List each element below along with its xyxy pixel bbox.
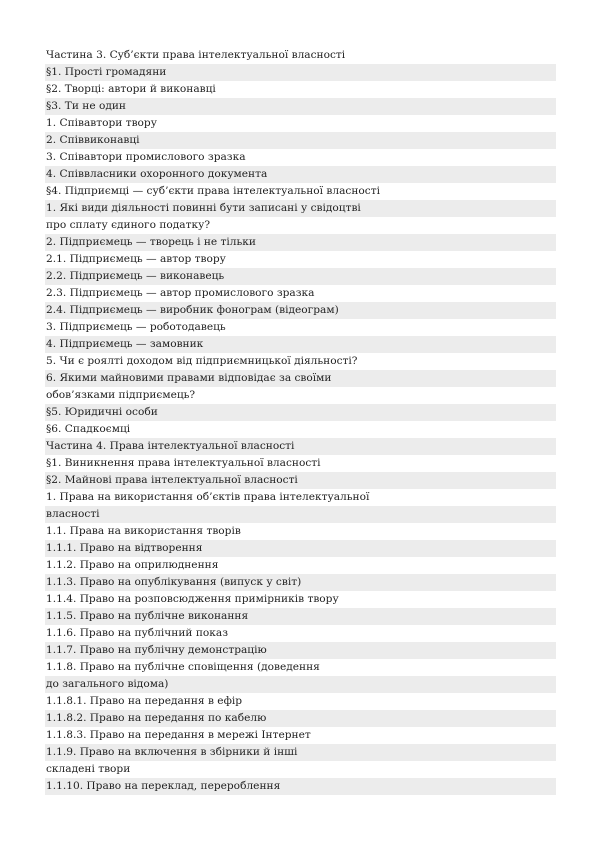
table-of-contents xyxy=(45,47,556,795)
toc-entry[interactable]: про сплату єдиного податку? xyxy=(46,219,211,231)
toc-entry[interactable]: 1. Права на використання об’єктів права інтелектуальної xyxy=(46,491,370,503)
toc-entry[interactable]: 2.1. Підприємець — автор твору xyxy=(46,253,226,265)
toc-entry[interactable]: 6. Якими майновими правами відповідає за своїми xyxy=(45,370,556,387)
toc-entry[interactable]: 1.1.8.2. Право на передання по кабелю xyxy=(45,710,556,727)
toc-entry[interactable]: 2.3. Підприємець — автор промислового зразка xyxy=(46,287,315,299)
toc-entry[interactable]: 1.1.8.3. Право на передання в мережі Інтернет xyxy=(46,729,311,741)
toc-entry[interactable]: 3. Співавтори промислового зразка xyxy=(46,151,246,163)
toc-entry[interactable]: §3. Ти не один xyxy=(45,98,556,115)
toc-entry[interactable]: 3. Підприємець — роботодавець xyxy=(46,321,226,333)
toc-entry[interactable]: 1.1. Права на використання творів xyxy=(46,525,241,537)
toc-entry[interactable]: §4. Підприємці — суб’єкти права інтелектуальної власності xyxy=(46,185,380,197)
toc-entry[interactable]: до загального відома) xyxy=(45,676,556,693)
toc-entry[interactable]: обов’язками підприємець? xyxy=(46,389,196,401)
toc-entry[interactable]: 1.1.2. Право на оприлюднення xyxy=(46,559,219,571)
toc-entry[interactable]: 1.1.9. Право на включення в збірники й інші xyxy=(45,744,556,761)
toc-entry[interactable]: складені твори xyxy=(46,763,131,775)
toc-entry[interactable]: 1.1.8. Право на публічне сповіщення (доведення xyxy=(46,661,320,673)
toc-entry[interactable]: Частина 3. Суб’єкти права інтелектуальної власності xyxy=(46,49,346,61)
toc-entry[interactable]: §5. Юридичні особи xyxy=(45,404,556,421)
toc-entry[interactable]: Частина 4. Права інтелектуальної власності xyxy=(45,438,556,455)
toc-entry[interactable]: 1.1.4. Право на розповсюдження примірників твору xyxy=(46,593,339,605)
toc-entry[interactable]: 5. Чи є роялті доходом від підприємницької діяльності? xyxy=(46,355,358,367)
toc-entry[interactable]: 1.1.10. Право на переклад, перероблення xyxy=(45,778,556,795)
toc-entry[interactable]: 2. Підприємець — творець і не тільки xyxy=(45,234,556,251)
toc-entry[interactable]: 1.1.7. Право на публічну демонстрацію xyxy=(45,642,556,659)
toc-entry[interactable]: 2.2. Підприємець — виконавець xyxy=(45,268,556,285)
toc-entry[interactable]: 1.1.8.1. Право на передання в ефір xyxy=(46,695,243,707)
toc-entry[interactable]: 1.1.1. Право на відтворення xyxy=(45,540,556,557)
toc-entry[interactable]: §2. Творці: автори й виконавці xyxy=(46,83,216,95)
toc-entry[interactable]: §1. Прості громадяни xyxy=(45,64,556,81)
toc-entry[interactable]: 1. Які види діяльності повинні бути записані у свідоцтві xyxy=(45,200,556,217)
toc-entry[interactable]: §6. Спадкоємці xyxy=(46,423,131,435)
toc-entry[interactable]: 1.1.6. Право на публічний показ xyxy=(46,627,228,639)
toc-entry[interactable]: 4. Підприємець — замовник xyxy=(45,336,556,353)
toc-entry[interactable]: 2. Співвиконавці xyxy=(45,132,556,149)
toc-entry[interactable]: 2.4. Підприємець — виробник фонограм (відеограм) xyxy=(45,302,556,319)
toc-entry[interactable]: 1.1.3. Право на опублікування (випуск у світ) xyxy=(45,574,556,591)
toc-entry[interactable]: 1. Співавтори твору xyxy=(46,117,157,129)
toc-entry[interactable]: власності xyxy=(45,506,556,523)
toc-entry[interactable]: §2. Майнові права інтелектуальної власності xyxy=(45,472,556,489)
toc-entry[interactable]: 4. Співвласники охоронного документа xyxy=(45,166,556,183)
toc-entry[interactable]: §1. Виникнення права інтелектуальної власності xyxy=(46,457,321,469)
toc-entry[interactable]: 1.1.5. Право на публічне виконання xyxy=(45,608,556,625)
